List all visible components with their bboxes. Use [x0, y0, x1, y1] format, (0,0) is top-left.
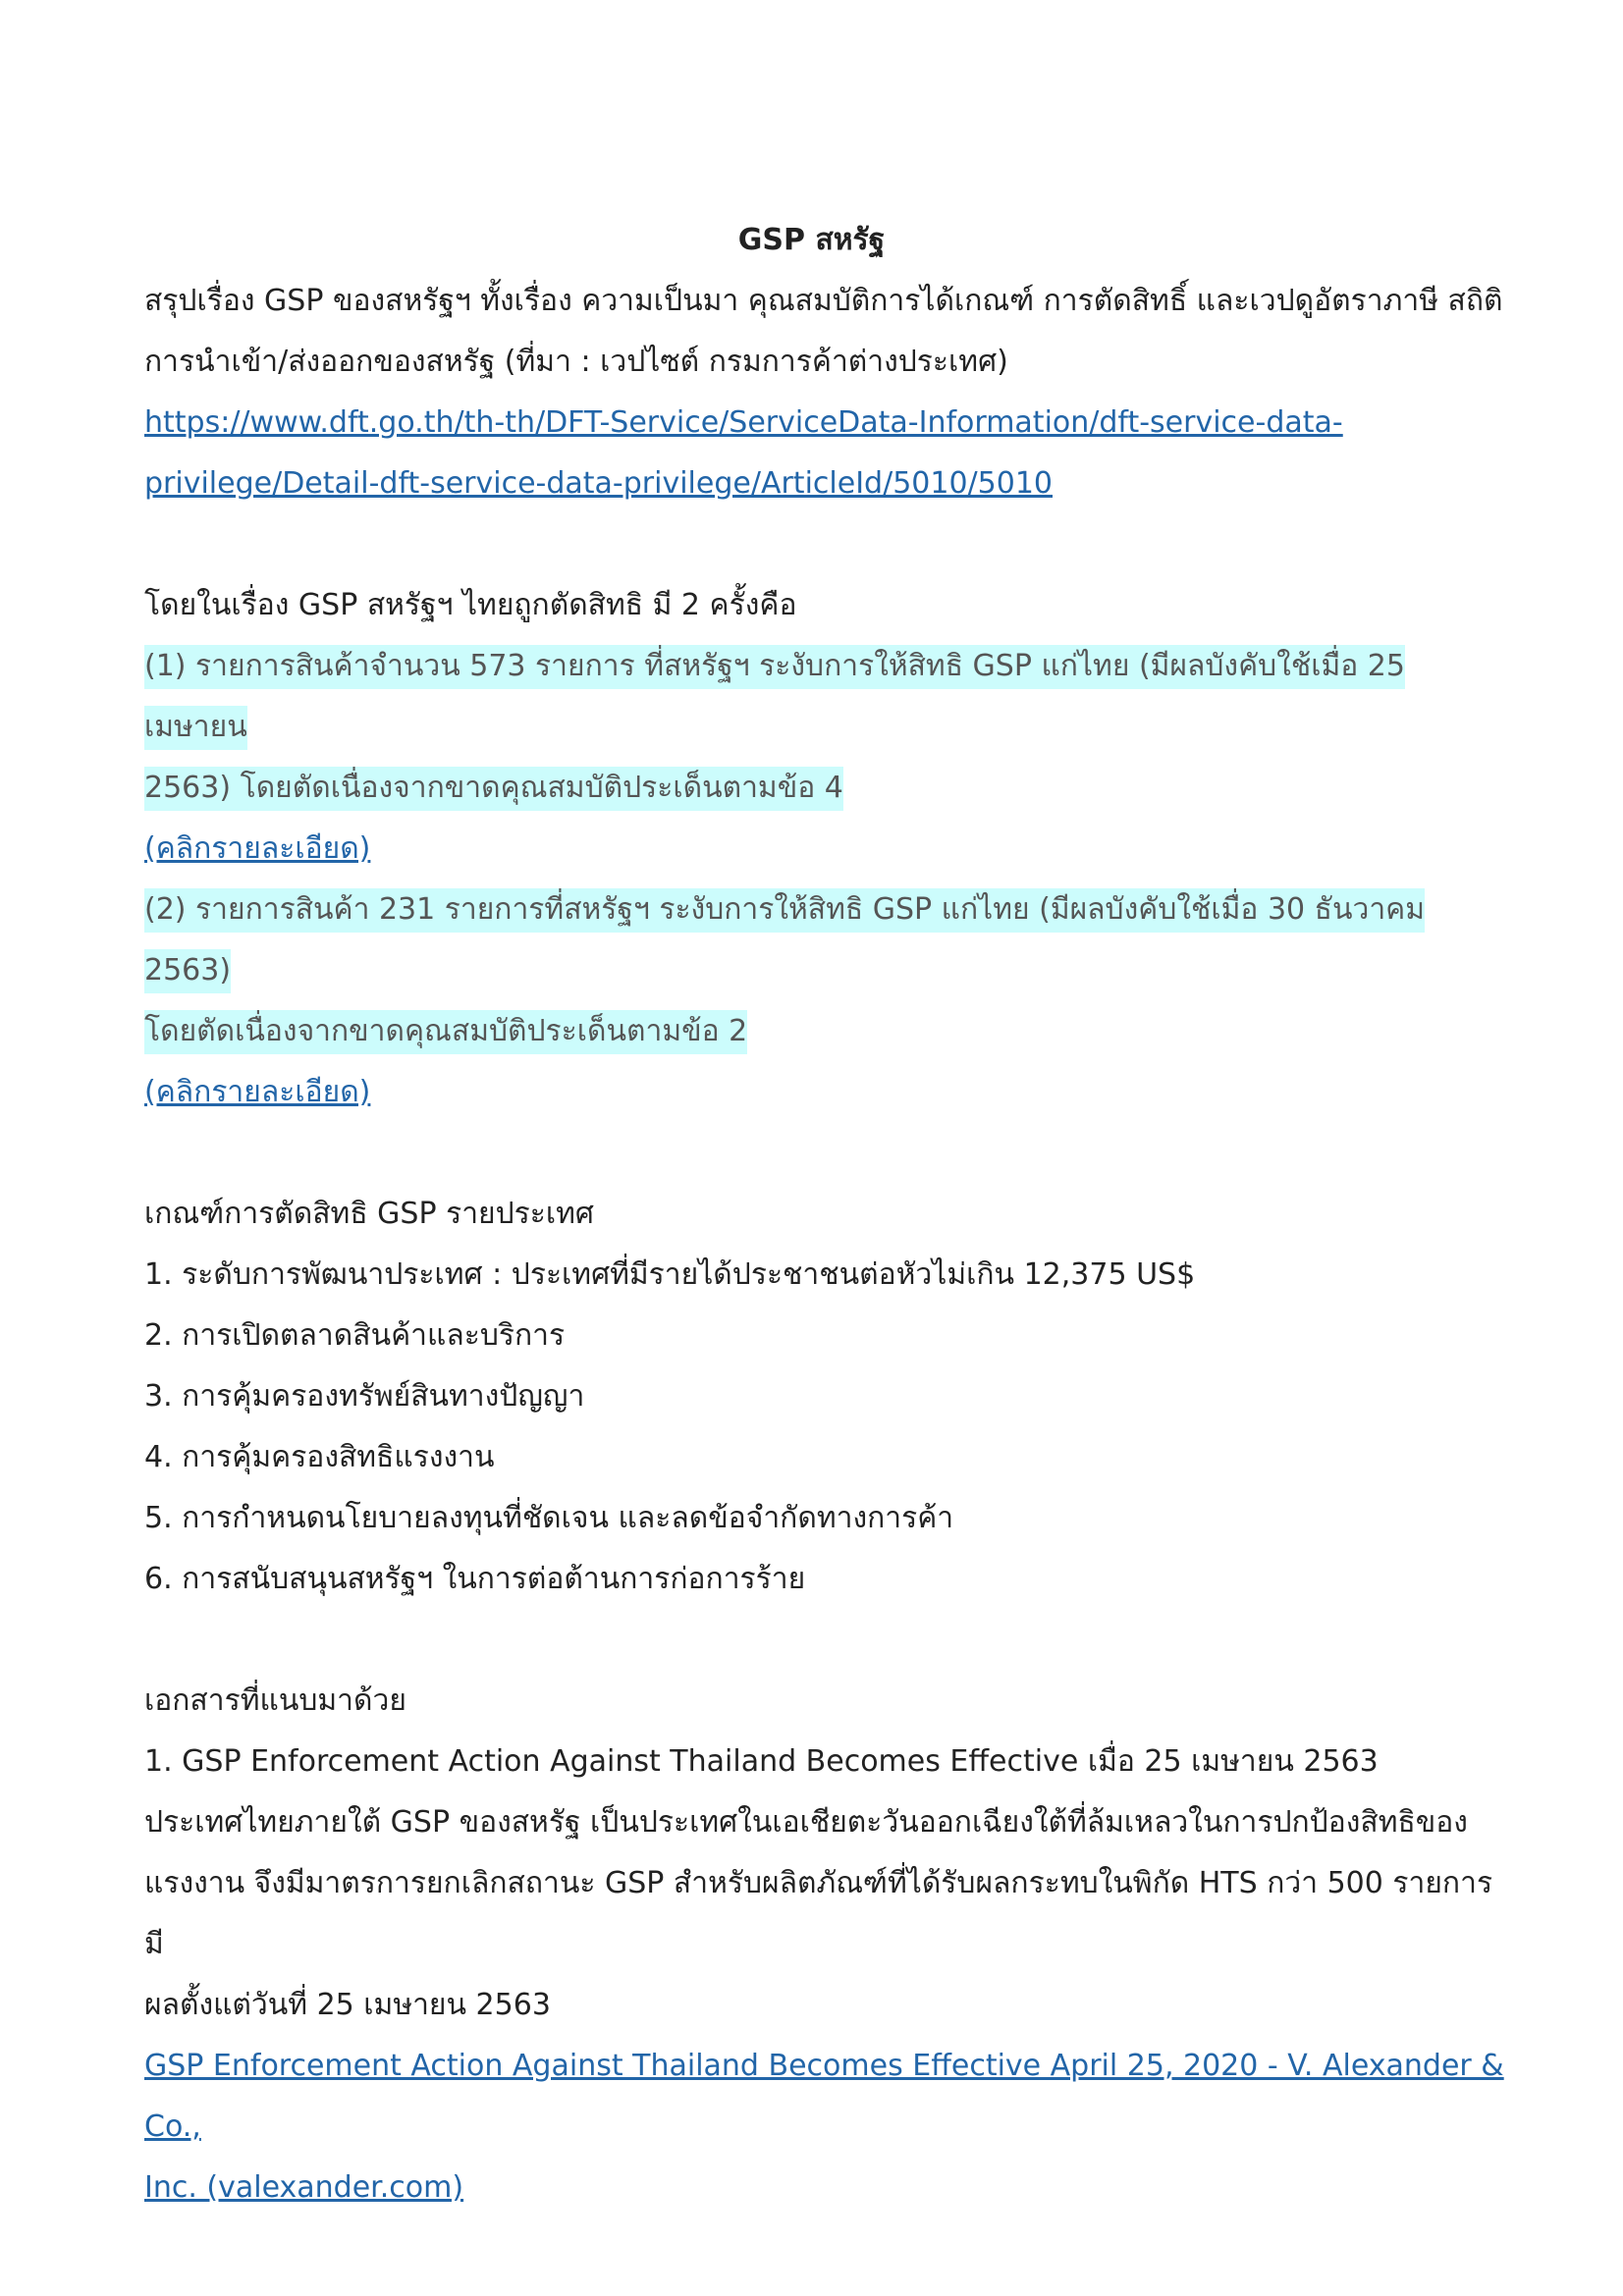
criteria-item: 2. การเปิดตลาดสินค้าและบริการ: [144, 1318, 566, 1353]
cut-item-2: [144, 880, 1509, 1062]
cut-item-1-detail-link[interactable]: (คลิกรายละเอียด): [144, 831, 371, 866]
cut-item-2-detail-link[interactable]: (คลิกรายละเอียด): [144, 1075, 371, 1109]
cut-item-1-detail-link-row: [144, 819, 1509, 880]
spacer: [144, 1123, 1509, 1184]
spacer: [144, 514, 1509, 575]
cuts-heading: โดยในเรื่อง GSP สหรัฐฯ ไทยถูกตัดสิทธิ มี 2 ครั้งคือ: [144, 588, 797, 622]
attachment-1-desc-line-2: แรงงาน จึงมีมาตรการยกเลิกสถานะ GSP สำหรับผลิตภัณฑ์ที่ได้รับผลกระทบในพิกัด HTS กว่า 500 รายการ มี: [144, 1866, 1493, 1961]
summary-text-line-2: การนำเข้า/ส่งออกของสหรัฐ (ที่มา : เวปไซต์ กรมการค้าต่างประเทศ): [144, 345, 1008, 379]
cut-item-2-line-1: (2) รายการสินค้า 231 รายการที่สหรัฐฯ ระงับการให้สิทธิ GSP แก่ไทย (มีผลบังคับใช้เมื่อ 30 ธันวาคม 2563): [144, 888, 1425, 993]
cut-item-1: [144, 636, 1509, 819]
criteria-item: 3. การคุ้มครองทรัพย์สินทางปัญญา: [144, 1379, 585, 1414]
criteria-item: 6. การสนับสนุนสหรัฐฯ ในการต่อต้านการก่อการร้าย: [144, 1562, 806, 1596]
criteria-item: 5. การกำหนดนโยบายลงทุนที่ชัดเจน และลดข้อจำกัดทางการค้า: [144, 1501, 954, 1535]
source-link-line-2[interactable]: privilege/Detail-dft-service-data-privilege/ArticleId/5010/5010: [144, 466, 1053, 501]
spacer: [144, 1610, 1509, 1671]
cut-item-1-line-2: 2563) โดยตัดเนื่องจากขาดคุณสมบัติประเด็นตามข้อ 4: [144, 767, 843, 811]
document-page: [144, 210, 1509, 2218]
source-link[interactable]: [144, 393, 1509, 514]
attachment-1-link-line-2[interactable]: Inc. (valexander.com): [144, 2170, 464, 2205]
cut-item-2-line-2: โดยตัดเนื่องจากขาดคุณสมบัติประเด็นตามข้อ 2: [144, 1010, 747, 1054]
criteria-heading: เกณฑ์การตัดสิทธิ GSP รายประเทศ: [144, 1197, 594, 1231]
attachment-1-link[interactable]: [144, 2036, 1509, 2218]
criteria-item: 1. ระดับการพัฒนาประเทศ : ประเทศที่มีรายได้ประชาชนต่อหัวไม่เกิน 12,375 US$: [144, 1257, 1196, 1292]
document-title: GSP สหรัฐ: [737, 223, 886, 257]
source-link-line-1[interactable]: https://www.dft.go.th/th-th/DFT-Service/ServiceData-Information/dft-service-data-: [144, 405, 1343, 440]
criteria-item: 4. การคุ้มครองสิทธิแรงงาน: [144, 1440, 495, 1474]
attachment-1-link-line-1[interactable]: GSP Enforcement Action Against Thailand Becomes Effective April 25, 2020 - V. Alexander & Co.,: [144, 2049, 1504, 2144]
attachment-1-desc-line-3: ผลตั้งแต่วันที่ 25 เมษายน 2563: [144, 1988, 551, 2022]
summary-text-line-1: สรุปเรื่อง GSP ของสหรัฐฯ ทั้งเรื่อง ความเป็นมา คุณสมบัติการได้เกณฑ์ การตัดสิทธิ์ และเวปดูอัตราภาษี สถิติ: [144, 284, 1503, 318]
cut-item-2-detail-link-row: [144, 1062, 1509, 1123]
cut-item-1-line-1: (1) รายการสินค้าจำนวน 573 รายการ ที่สหรัฐฯ ระงับการให้สิทธิ GSP แก่ไทย (มีผลบังคับใช้เมื่อ 25 เมษายน: [144, 645, 1405, 750]
attachment-1-title: 1. GSP Enforcement Action Against Thailand Becomes Effective เมื่อ 25 เมษายน 2563: [144, 1744, 1379, 1779]
attachment-1-desc-line-1: ประเทศไทยภายใต้ GSP ของสหรัฐ เป็นประเทศในเอเชียตะวันออกเฉียงใต้ที่ล้มเหลวในการปกป้องสิทธิของ: [144, 1805, 1468, 1840]
attachments-heading: เอกสารที่แนบมาด้วย: [144, 1683, 406, 1718]
